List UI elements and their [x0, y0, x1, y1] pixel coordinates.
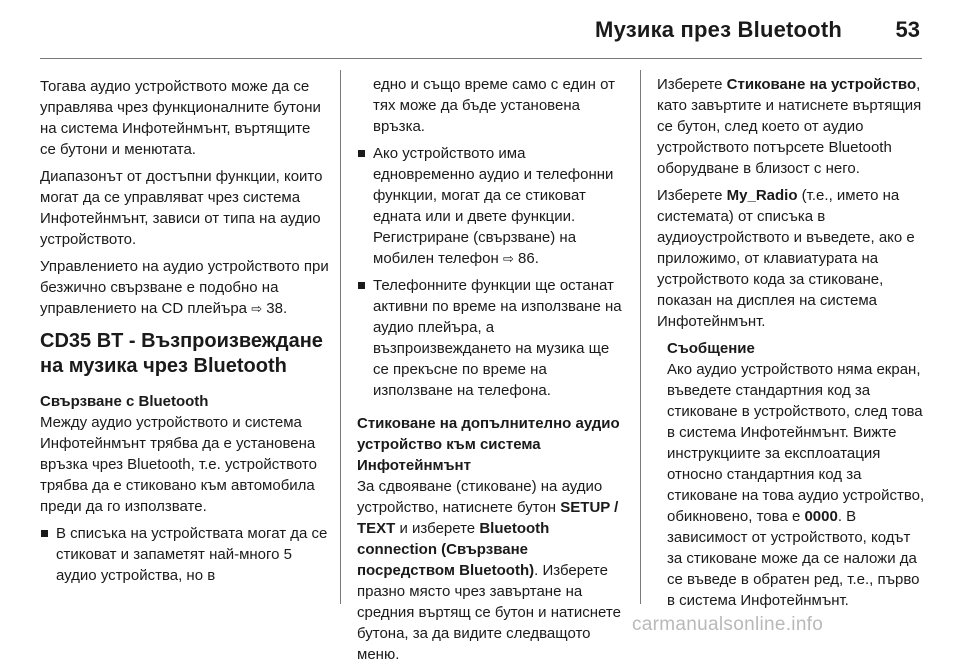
- paragraph-text: Управлението на аудио устройството при безжично свързване е подобно на управлението на CD плейъра: [40, 258, 329, 317]
- note-title: Съобщение: [667, 340, 755, 357]
- bullet-square-icon: [358, 282, 365, 289]
- paragraph: За сдвояване (стиковане) на аудио устройство, натиснете бутон SETUP / TEXT и изберете Bluetooth connection (Свързване посредством Bluetooth). Изберете празно място чрез завъртане на средния въртящ се бутон и натиснете бутона, за да видите следващото меню.: [357, 478, 621, 663]
- note-text: Ако аудио устройството няма екран, въведете стандартния код за стиковане в устройството, след това в система Инфотейнмънт. Вижте инструкциите за експлоатация относно стандартния код за стиковане на това аудио устройство, обикновено, това е 0000. В зависимост от устройството, кодът за стиковане може да се наложи да се въведе в обратен ред, т.е., първо в система Инфотейнмънт.: [667, 361, 925, 609]
- subsection-title: Свързване с Bluetooth: [40, 393, 209, 410]
- page-reference: 86: [518, 250, 535, 267]
- paragraph: Изберете My_Radio (т.е., името на системата) от списъка в аудиоустройството и въведете, ако е приложимо, от клавиатурата на устройството кода за стиковане, показан на дисплея на система Инфотейнмънт.: [657, 187, 915, 330]
- section-title: CD35 BT - Възпроизвеждане на музика чрез Bluetooth: [40, 330, 323, 377]
- menu-item-name: Bluetooth connection (Свързване посредством Bluetooth): [357, 520, 550, 579]
- column-2: [357, 74, 629, 671]
- note-box: [657, 338, 929, 611]
- list-item-continued: едно и също време само с един от тях може да бъде установена връзка.: [373, 76, 615, 135]
- column-divider-1: [340, 70, 341, 604]
- paragraph: Изберете Стиковане на устройство, като завъртите и натиснете въртящия се бутон, след което от аудио устройството потърсете Bluetooth оборудване в близост с него.: [657, 76, 922, 177]
- list-item: Телефонните функции ще останат активни по време на използване на аудио плейъра, а възпроизвеждането на музика ще се прекъсне по време на използване на телефона.: [357, 275, 629, 401]
- list-item: Ако устройството има едновременно аудио и телефонни функции, могат да се стиковат едната или и двете функции. Регистриране (свързване) на мобилен телефон ⇨ 86.: [357, 143, 629, 269]
- button-name: SETUP / TEXT: [357, 499, 619, 537]
- page-number: 53: [895, 17, 920, 42]
- bullet-list: [357, 143, 629, 401]
- menu-item-name: Стиковане на устройство: [726, 76, 917, 93]
- column-3: [657, 74, 929, 617]
- page-reference-icon: ⇨: [251, 301, 263, 316]
- paragraph: Тогава аудио устройството може да се управлява чрез функционалните бутони на система Инфотейнмънт, въртящите се бутони и менютата.: [40, 78, 321, 158]
- paragraph: Диапазонът от достъпни функции, които могат да се управляват чрез система Инфотейнмънт, зависи от типа на аудио устройството.: [40, 168, 323, 248]
- column-divider-2: [640, 70, 641, 604]
- bullet-square-icon: [41, 530, 48, 537]
- system-name: My_Radio: [726, 187, 798, 204]
- bullet-square-icon: [358, 150, 365, 157]
- list-item: В списъка на устройствата могат да се стиковат и запаметят най-много 5 аудио устройства, но в: [40, 523, 330, 586]
- bullet-list: [40, 523, 330, 586]
- subsection-title: Стиковане на допълнително аудио устройство към система Инфотейнмънт: [357, 415, 620, 474]
- watermark: carmanualsonline.info: [632, 614, 824, 635]
- header-divider: [40, 58, 922, 59]
- paragraph: Между аудио устройството и система Инфотейнмънт трябва да е установена връзка чрез Bluetooth, т.е. устройството трябва да е стиковано към автомобила преди да го използвате.: [40, 414, 317, 515]
- page-reference-icon: ⇨: [502, 251, 514, 266]
- header-title: Музика през Bluetooth: [595, 17, 842, 42]
- default-code: 0000: [804, 508, 838, 525]
- page-header: [0, 0, 960, 50]
- paragraph: Управлението на аудио устройството при безжично свързване е подобно на управлението на CD плейъра ⇨ 38.: [40, 258, 329, 317]
- page-reference: 38: [266, 300, 283, 317]
- column-1: [40, 76, 330, 592]
